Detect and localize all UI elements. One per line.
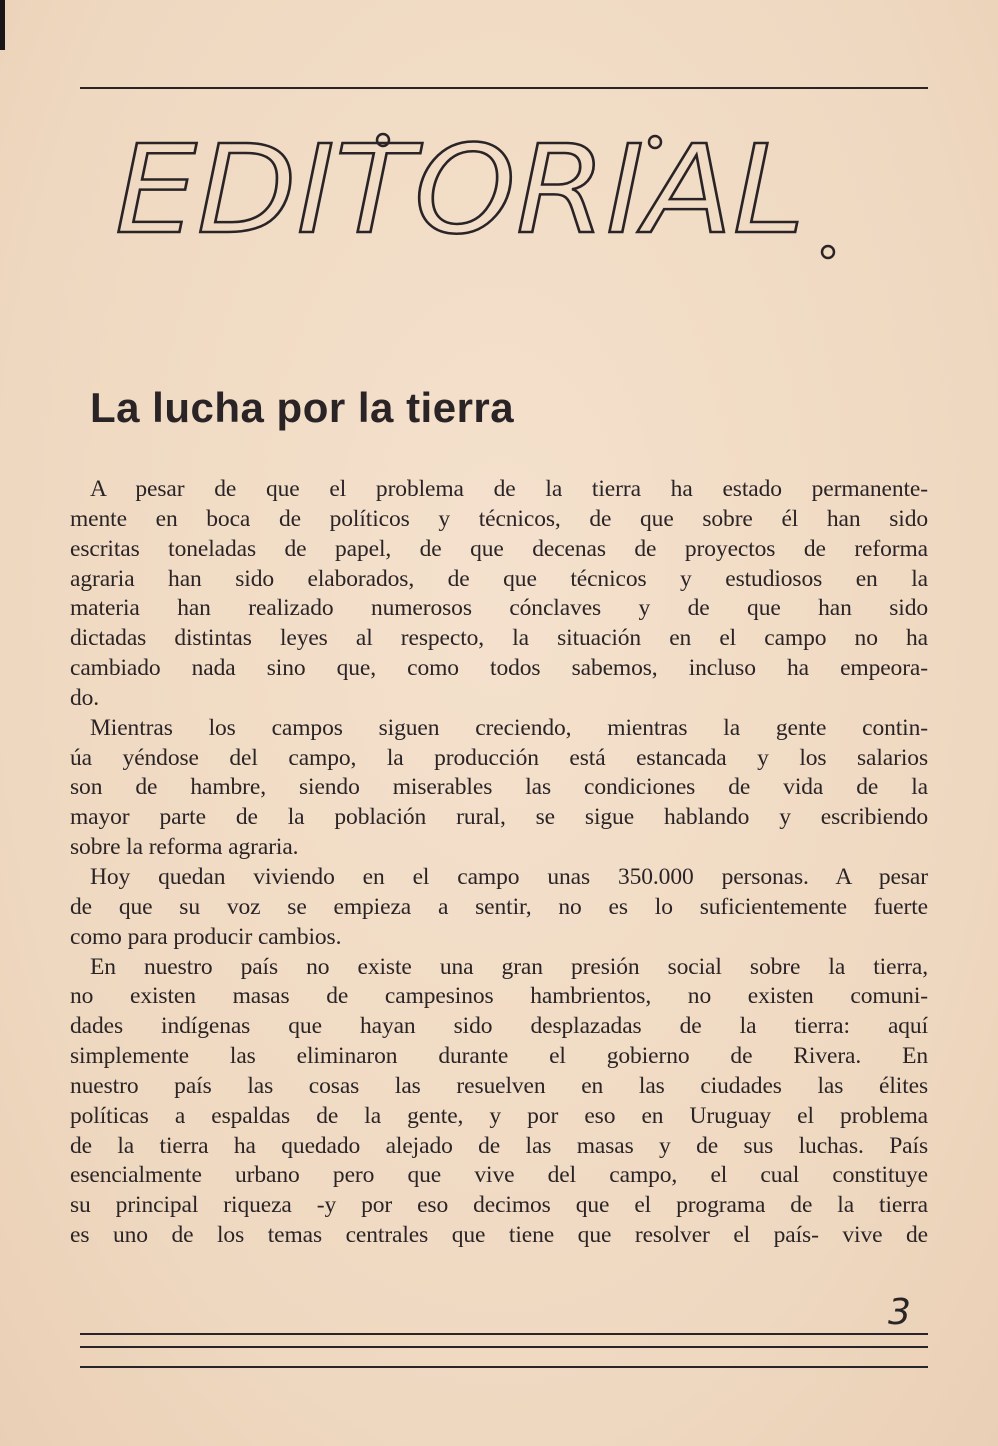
bottom-rule-1 <box>80 1333 928 1335</box>
paragraph-line: Mientras los campos siguen creciendo, mientras la gente contin- <box>90 714 928 741</box>
paragraph-line: do. <box>70 684 100 711</box>
logo-text: EDITORIAL <box>115 120 806 261</box>
paragraph-line: escritas toneladas de papel, de que decenas de proyectos de reforma <box>70 535 928 562</box>
paragraph-line: mayor parte de la población rural, se sigue hablando y escribiendo <box>70 804 928 831</box>
paragraph-line: de que su voz se empieza a sentir, no es lo suficientemente fuerte <box>70 893 928 920</box>
paragraph-line: son de hambre, siendo miserables las condiciones de vida de la <box>70 774 928 801</box>
paragraph-line: cambiado nada sino que, como todos sabemos, incluso ha empeora- <box>70 655 928 682</box>
paragraph-line: Hoy quedan viviendo en el campo unas 350.000 personas. A pesar <box>90 863 928 890</box>
page-number: 3 <box>888 1292 911 1333</box>
paragraph-line: es uno de los temas centrales que tiene que resolver el país- vive de <box>70 1222 928 1249</box>
paragraph-line: sobre la reforma agraria. <box>70 834 299 861</box>
paragraph-line: dictadas distintas leyes al respecto, la situación en el campo no ha <box>70 625 928 652</box>
bottom-rule-2 <box>80 1346 928 1348</box>
paragraph-line: úa yéndose del campo, la producción está estancada y los salarios <box>70 744 928 771</box>
scan-edge <box>0 0 5 50</box>
article-title: La lucha por la tierra <box>90 384 515 431</box>
paragraph-line: simplemente las eliminaron durante el gobierno de Rivera. En <box>70 1043 928 1070</box>
paragraph-line: A pesar de que el problema de la tierra ha estado permanente- <box>90 476 928 502</box>
paragraph-line: políticas a espaldas de la gente, y por eso en Uruguay el problema <box>70 1102 928 1129</box>
paragraph-line: En nuestro país no existe una gran presión social sobre la tierra, <box>90 953 928 980</box>
paragraph-line: no existen masas de campesinos hambrientos, no existen comuni- <box>70 983 928 1010</box>
paragraph-line: dades indígenas que hayan sido desplazadas de la tierra: aquí <box>70 1013 928 1040</box>
paragraph-line: agraria han sido elaborados, de que técnicos y estudiosos en la <box>70 565 928 592</box>
bottom-rule-3 <box>80 1366 928 1368</box>
paragraph-line: esencialmente urbano pero que vive del campo, el cual constituye <box>70 1162 928 1189</box>
paragraph-line: materia han realizado numerosos cónclaves y de que han sido <box>70 595 928 622</box>
paragraph-line: nuestro país las cosas las resuelven en las ciudades las élites <box>70 1072 928 1099</box>
paragraph-line: como para producir cambios. <box>70 923 342 950</box>
top-rule <box>80 87 928 89</box>
paragraph-line: su principal riqueza -y por eso decimos que el programa de la tierra <box>70 1192 928 1219</box>
article-body <box>70 475 928 1251</box>
paragraph-line: mente en boca de políticos y técnicos, de que sobre él han sido <box>70 505 928 532</box>
editorial-logo <box>110 120 850 280</box>
paragraph-line: de la tierra ha quedado alejado de las masas y de sus luchas. País <box>70 1132 928 1159</box>
